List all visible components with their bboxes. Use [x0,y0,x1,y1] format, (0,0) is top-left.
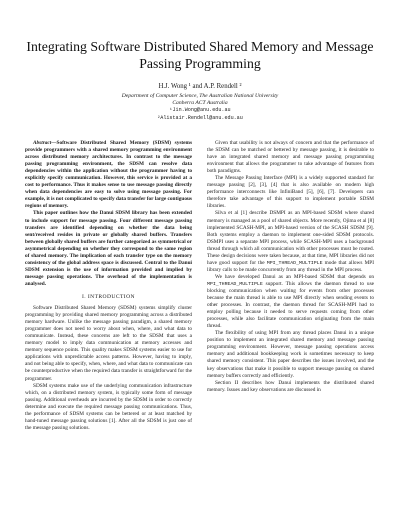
abstract-paragraph-2: This paper outlines how the Danui SDSM library has been extended to include support for message passing. Four different message passing transfers are identified depending on whether the data being sent/received resides in private or globally shared buffers. Transfers between globally shared buffers are further categorized as symmetrical or asymmetrical depending on whether they correspond to the same region of shared memory. The implication of each transfer type on the memory consistency of the global address space is discussed. Central to the Danui SDSM extension is the use of information provided and implied by message passing operations. The overhead of the implementation is analysed. [25,210,192,287]
p4-code: MPI_THREAD_MULTIPLE [207,281,263,287]
body-paragraph-4 [207,274,374,330]
abstract-paragraph-1 [25,140,192,210]
p3-text-b: mode that allows MPI library calls to be made concurrently from any thread in the MPI process. [207,259,374,273]
department: Department of Computer Science, The Australian National University [121,93,279,99]
intro-paragraph-1: Software Distributed Shared Memory (SDSM) systems simplify cluster programming by providing shared memory programming across a distributed memory hardware. Unlike the message passing paradigm, a shared memory programmer does not need to worry about when, where, and what data to communicate. Instead, these concerns are left to the SDSM that uses a memory model to imply data communication at memory accesses and memory sequence points. This quality makes SDSM systems easier to use for applications with unpredictable access patterns. However, having to imply, and not being able to specify, when, where, and what data to communicate can be counterproductive when the required data transfer is straightforward for the programmer. [25,305,192,382]
body-paragraph-1: Given that usability is not always of concern and that the performance of the SDSM can be matched or bettered by message passing, it is desirable to have an integrated shared memory and message passing programming environment that allows the programmer to take advantage of features from both paradigms. [207,140,374,175]
paper-title: Integrating Software Distributed Shared Memory and Message Passing Programming [26,39,374,71]
p4-text-b: support. This allows the daemon thread to use blocking communication when waiting for events from other processes because the main thread is able to use MPI directly when sending events to other processes. In contrast, the daemon thread for SCASH-MPI had to employ polling because it needed to serve requests coming from other processes, while also facilitate communication originating from the main thread. [207,280,374,330]
abstract-text-1: Software Distributed Shared Memory (SDSM) systems provide programmers with a shared memory programming environment across distributed memory architectures. In contrast to the message passing programming environment, the SDSM can resolve data dependencies within the application without the programmer having to explicitly specify communication. However, this service is provided at a cost to performance. Thus it makes sense to use message passing directly when data dependencies are easy to solve using message passing. For example, it is not complicated to specify data transfer for large contiguous regions of memory. [25,140,192,210]
p3-code: MPI_THREAD_MULTIPLE [266,260,323,266]
body-paragraph-5: The flexibility of using MPI from any thread places Danui in a unique position to implement an integrated shared memory and message passing programming environment. However, message passing operations access memory and additional bookkeeping work is sometimes necessary to keep shared memory consistent. This paper describes the issues involved, and the key observations that make it possible to support message passing on shared memory buffers correctly and efficiently. [207,330,374,379]
email-2: ²Alistair.Rendell@anu.edu.au [157,114,243,121]
author-line: H.J. Wong ¹ and A.P. Rendell ² [158,83,242,90]
body-paragraph-6: Section II describes how Danui implements the distributed shared memory. Issues and key observations are discussed in [207,379,374,393]
abstract-label: Abstract— [33,140,57,146]
body-paragraph-3 [207,210,374,273]
right-column [207,140,374,394]
section-heading-introduction: I. INTRODUCTION [82,293,135,300]
p3-text-a: Silva et al [1] describe DSMPI as an MPI-based SDSM where shared memory is managed as a pool of shared objects. More recently, Ojima et al [8] implemented SCASH-MPI, an MPI-based version of the SCASH SDSM [9]. Both systems employ a daemon to implement one-sided SDSM protocols. DSMPI uses a separate MPI process, while SCASH-MPI uses a background thread through which all communication with other processes must be routed. These design decisions were taken because, at that time, MPI libraries did not have good support for the [207,210,374,266]
p4-text-a: We have developed Danui as an MPI-based SDSM that depends on [215,273,374,280]
left-column [25,140,192,432]
intro-paragraph-2: SDSM systems make use of the underlying communication infrastructure which, on a distributed memory system, is typically some form of message passing. Additional overheads are incurred by the SDSM in order to correctly determine and execute the required message passing communications. Thus, the performance of SDSM systems can be bettered or at least matched by hand-tuned message passing solutions [1]. After all the SDSM is just one of the message passing solutions. [25,382,192,431]
affiliation-block [20,93,380,122]
body-paragraph-2: The Message Passing Interface (MPI) is a widely supported standard for message passing [2], [3], [4] that is also available on modern high performance interconnects like InfiniBand [5], [6], [7]. Developers can therefore take advantage of this support to implement portable SDSM libraries. [207,175,374,210]
email-1: ¹Jin.Wong@anu.edu.au [169,107,231,114]
city: Canberra ACT Australia [172,100,228,107]
